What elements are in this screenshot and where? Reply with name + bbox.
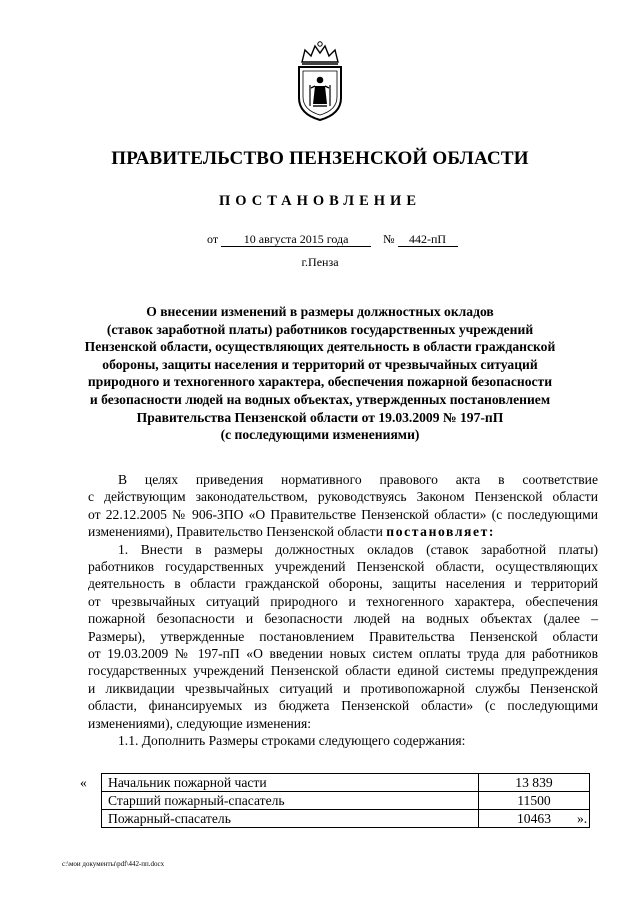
decree-word: постановляет: — [386, 524, 496, 540]
table-row — [102, 810, 590, 828]
date-prefix: от — [207, 232, 219, 246]
salary-cell: 11500 — [479, 792, 590, 810]
document-body — [88, 471, 598, 750]
salary-cell: 13 839 — [479, 774, 590, 792]
body-line: деятельность в области гражданской обороны, защиты населения и территорий — [88, 576, 598, 592]
title-line: обороны, защиты населения и территорий от чрезвычайных ситуаций — [102, 356, 538, 372]
body-line: от 19.03.2009 № 197-пП «О введении новых систем оплаты труда для работников — [88, 646, 598, 662]
position-cell: Пожарный-спасатель — [102, 810, 479, 828]
title-line: Правительства Пензенской области от 19.03.2009 № 197-пП — [136, 409, 504, 425]
body-line: от чрезвычайных ситуаций природного и техногенного характера, обеспечения — [88, 593, 598, 609]
body-line: и ликвидации чрезвычайных ситуаций и противопожарной службы Пензенской — [88, 680, 598, 696]
body-line: с действующим законодательством, руководствуясь Законом Пензенской области — [88, 489, 598, 505]
body-line: государственных учреждений Пензенской области единой системы предупреждения — [88, 663, 598, 679]
title-line: Пензенской области, осуществляющих деятельность в области гражданской — [84, 339, 556, 355]
body-line — [88, 523, 598, 540]
city-label: г.Пенза — [301, 255, 339, 269]
title-line: и безопасности людей на водных объектах, утвержденных постановлением — [89, 391, 551, 407]
body-line: 1.1. Дополнить Размеры строками следующего содержания: — [118, 733, 466, 749]
body-text: изменениями), Правительство Пензенской области — [88, 524, 383, 540]
position-cell: Старший пожарный-спасатель — [102, 792, 479, 810]
document-type-heading: ПОСТАНОВЛЕНИЕ — [218, 193, 421, 209]
document-date: 10 августа 2015 года — [221, 233, 371, 247]
organization-heading: ПРАВИТЕЛЬСТВО ПЕНЗЕНСКОЙ ОБЛАСТИ — [111, 148, 529, 169]
body-line: работников государственных учреждений Пензенской области, осуществляющих — [88, 559, 598, 575]
body-line: В целях приведения нормативного правового акта в соответствие — [118, 472, 598, 487]
body-line: изменениями), следующие изменения: — [88, 715, 312, 731]
penza-coat-of-arms-icon — [293, 40, 347, 122]
document-title — [60, 303, 580, 444]
body-line: пожарной безопасности и безопасности людей на водных объектах (далее – — [88, 611, 598, 627]
title-line: природного и техногенного характера, обеспечения пожарной безопасности — [87, 374, 553, 390]
table-row — [102, 792, 590, 810]
title-line: (с последующими изменениями) — [220, 427, 420, 443]
title-line: (ставок заработной платы) работников государственных учреждений — [106, 321, 534, 337]
number-prefix: № — [383, 232, 395, 246]
insert-table — [101, 773, 590, 828]
position-cell: Начальник пожарной части — [102, 774, 479, 792]
title-line: О внесении изменений в размеры должностных окладов — [146, 304, 494, 319]
quote-close-mark: ». — [577, 811, 588, 826]
file-path-footer: c:\мои документы\pdf\442-пп.docx — [62, 860, 165, 868]
table-row — [102, 774, 590, 792]
body-line: от 22.12.2005 № 906-ЗПО «О Правительстве Пензенской области» (с последующими — [88, 506, 598, 522]
quote-open-mark: « — [80, 775, 87, 790]
body-line: области, финансируемых из бюджета Пензенской области» (с последующими — [88, 698, 598, 714]
document-number: 442-пП — [398, 233, 458, 247]
body-line: 1. Внести в размеры должностных окладов (ставок заработной платы) — [118, 541, 598, 557]
body-line: Размеры), утвержденные постановлением Правительства Пензенской области — [88, 628, 598, 644]
date-number-line — [207, 232, 458, 247]
salary-cell: 10463 — [479, 810, 590, 828]
